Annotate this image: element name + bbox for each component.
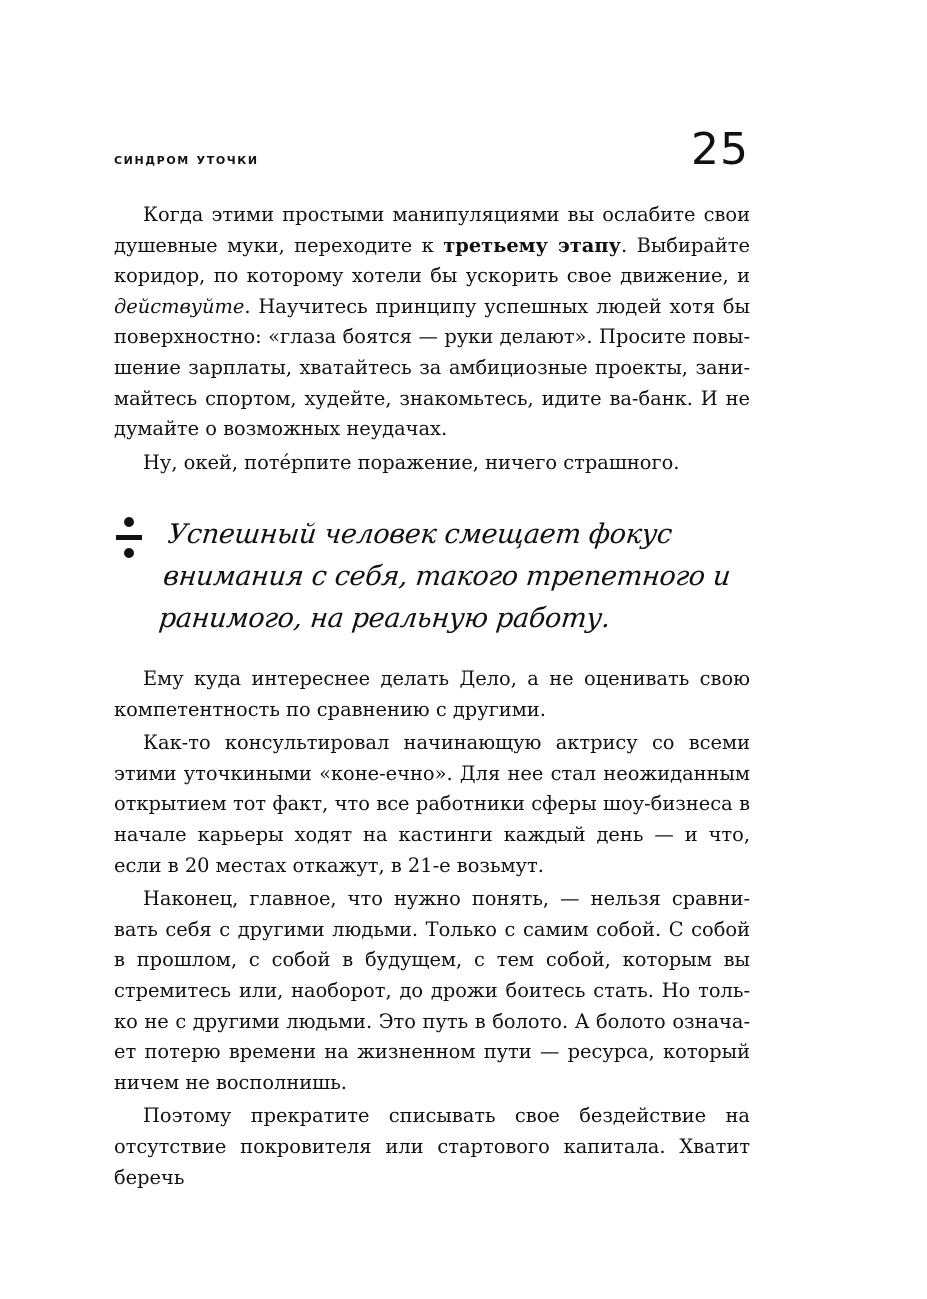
text-block-top [114, 200, 750, 481]
page-number: 25 [691, 124, 749, 175]
paragraph-text: . Выбирайте коридор, по которому хотели бы ускорить свое движение, и [114, 233, 750, 288]
callout-quote [114, 516, 754, 646]
paragraph-okay: Ну, окей, потéрпите поражение, ничего страшного. [143, 450, 680, 474]
bold-phrase-third-stage: третьему этапу [443, 233, 621, 257]
divide-icon [116, 516, 142, 560]
paragraph-text: Когда этими простыми манипуляциями вы ослабите свои душевные муки, переходите к [114, 203, 750, 257]
paragraph-stop: Поэтому прекратите списывать свое бездействие на отсутствие покровителя или стартового капитала. Хватит беречь [114, 1104, 750, 1189]
text-block-bottom [114, 664, 750, 1196]
italic-word-act: действуйте [114, 294, 245, 318]
paragraph-text: . Научитесь принципу успешных людей хотя бы поверхностно: «глаза боятся — руки делают». Просите повышение зарплаты, хватайтесь за амбициозные проекты, занимайтесь спортом, худейте, знакомьтесь, идите ва-банк. И не думайте о возможных неудачах. [114, 294, 750, 441]
paragraph-compare: Наконец, главное, что нужно понять, — нельзя сравнивать себя с другими людьми. Только с самим собой. С собой в прошлом, с собой в будущем, с тем собой, которым вы стремитесь или, наоборот, до дрожи боитесь стать. Но только не с другими людьми. Это путь в болото. А болото означает потерю времени на жизненном пути — ресурса, который ничем не восполнишь. [114, 887, 750, 1094]
paragraph-actress: Как-то консультировал начинающую актрису со всеми этими уточкиными «коне-ечно». Для нее стал неожиданным открытием тот факт, что все работники сферы шоу-бизнеса в начале карьеры ходят на кастинги каждый день — и что, если в 20 местах откажут, в 21-е возьмут. [114, 731, 750, 877]
running-title: синдром уточки [114, 150, 259, 168]
paragraph-interest: Ему куда интереснее делать Дело, а не оценивать свою компетентность по сравнению с другими. [114, 667, 750, 721]
paragraph-third-stage [114, 200, 750, 445]
callout-text: Успешный человек смещает фокус внимания с себя, такого трепетного и ранимого, на реальную работу. [157, 519, 732, 634]
